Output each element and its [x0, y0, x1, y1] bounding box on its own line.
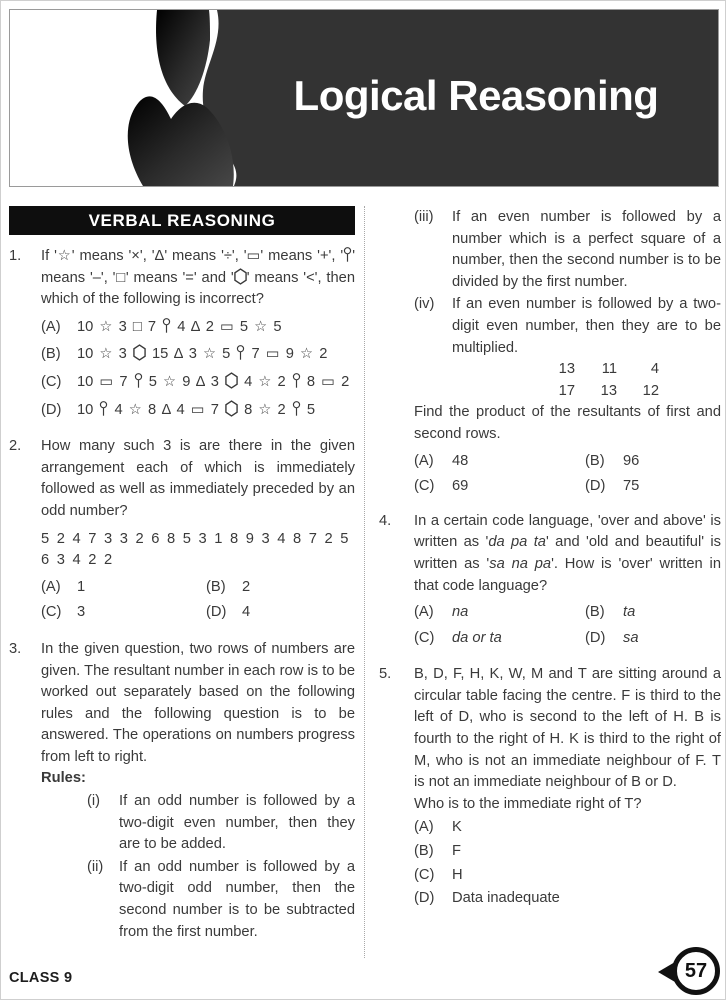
code-word: sa na pa [489, 555, 552, 572]
rule-item [414, 207, 721, 293]
question-number: 5. [379, 666, 392, 683]
option-row [414, 602, 585, 624]
rule-label: (i) [87, 793, 101, 810]
option-value: na [452, 604, 469, 621]
option-label: (C) [414, 629, 435, 646]
number-sequence-line: 5 2 4 7 3 3 2 6 8 5 3 1 8 9 3 4 8 7 2 5 [41, 530, 349, 547]
option-value: 96 [623, 452, 640, 469]
option-row [585, 451, 721, 473]
page-number: 57 [684, 959, 708, 982]
question-text: If '☆' means '×', 'Δ' means '÷', '▭' means '+', ' ' means '–', '□' means '=' and ' ' means '<', then which of the following is incorrect? [41, 248, 356, 308]
code-word: da pa ta [488, 534, 546, 551]
option-row [41, 400, 355, 422]
question-text: How many such 3 is are there in the given arrangement each of which is immediately followed as well as immediately preceded by an odd number? [41, 438, 355, 519]
find-text: Find the product of the resultants of first and second rows. [414, 404, 721, 442]
option-label: (D) [206, 604, 227, 621]
option-label: (A) [414, 819, 434, 836]
option-value: Data inadequate [452, 890, 560, 907]
option-label: (A) [41, 318, 61, 335]
option-row [41, 577, 206, 599]
option-label: (D) [585, 478, 606, 495]
chapter-banner [9, 9, 719, 187]
options-grid [41, 577, 355, 624]
chapter-title: Logical Reasoning [293, 72, 659, 119]
option-row [414, 451, 585, 473]
question-text: B, D, F, H, K, W, M and T are sitting around a circular table facing the centre. F is third to the left of D, who is second to the left of H. B is fourth to the right of H. K is third to the right of M, who is not an immediate neighbour of F. T is not an immediate neighbour of B or D. [414, 666, 721, 791]
option-label: (B) [585, 604, 605, 621]
option-row [414, 628, 585, 650]
option-label: (D) [41, 401, 62, 418]
rule-label: (iv) [414, 296, 435, 313]
question-number: 2. [9, 438, 22, 455]
rule-item [87, 791, 355, 856]
question-4 [379, 511, 721, 650]
option-value: ta [623, 604, 636, 621]
option-label: (C) [41, 373, 62, 390]
option-row [585, 602, 721, 624]
option-value: 2 [242, 578, 251, 595]
rule-text: If an even number is followed by a two-digit even number, then they are to be multiplied. [452, 296, 721, 356]
option-row [414, 841, 721, 863]
option-value: 69 [452, 478, 469, 495]
option-value: 48 [452, 452, 469, 469]
option-label: (A) [41, 578, 61, 595]
option-value: 10 ☆ 3 15 Δ 3 ☆ 5 7 ▭ 9 ☆ 2 [77, 346, 328, 363]
question-2 [9, 436, 355, 624]
option-label: (A) [414, 452, 434, 469]
option-value: sa [623, 629, 639, 646]
number-table-row: 17 13 12 [558, 382, 659, 399]
option-row [414, 865, 721, 887]
option-label: (B) [585, 452, 605, 469]
rule-item [414, 294, 721, 359]
option-value: 10 ▭ 7 5 ☆ 9 Δ 3 4 ☆ 2 8 ▭ 2 [77, 373, 350, 390]
option-value: 3 [77, 604, 86, 621]
option-value: 1 [77, 578, 86, 595]
section-header: VERBAL REASONING [9, 206, 355, 235]
class-label: CLASS 9 [9, 970, 73, 986]
option-row [41, 344, 355, 366]
option-row [414, 817, 721, 839]
option-value: 4 [242, 604, 251, 621]
question-number: 4. [379, 512, 392, 529]
question-text: In the given question, two rows of numbers are given. The resultant number in each row is to be worked out separately based on the following rules and the following question is to be answered. The operations on numbers progress from left to right. [41, 640, 355, 765]
rule-item [87, 857, 355, 943]
option-label: (B) [206, 578, 226, 595]
option-label: (D) [414, 890, 435, 907]
rules-list-continued [414, 207, 721, 498]
option-label: (C) [41, 604, 62, 621]
options-grid [414, 602, 721, 649]
option-row [206, 602, 355, 624]
option-value: 75 [623, 478, 640, 495]
option-value: da or ta [452, 629, 502, 646]
option-value: 10 4 ☆ 8 Δ 4 ▭ 7 8 ☆ 2 5 [77, 401, 316, 418]
left-column [9, 206, 355, 943]
question-text: In a certain code language, 'over and above' is written as 'da pa ta' and 'old and beautiful' is written as 'sa na pa'. How is 'over' written in that code language? [414, 512, 721, 594]
option-label: (C) [414, 478, 435, 495]
question-number: 1. [9, 248, 22, 264]
page-content [9, 206, 721, 943]
rule-text: If an odd number is followed by a two-digit even number, then they are to be added. [119, 793, 355, 853]
option-row [414, 476, 585, 498]
number-sequence-line: 6 3 4 2 2 [41, 552, 113, 569]
rule-text: If an odd number is followed by a two-digit odd number, then the second number is to be subtracted from the first number. [119, 858, 355, 940]
rule-label: (iii) [414, 209, 434, 225]
option-row [585, 628, 721, 650]
right-column [379, 206, 721, 943]
option-label: (D) [585, 629, 606, 646]
rules-list [87, 791, 355, 943]
options-grid [414, 451, 721, 498]
option-row [41, 372, 355, 394]
option-value: K [452, 819, 462, 836]
option-value: H [452, 866, 463, 883]
option-label: (B) [414, 843, 434, 860]
page-number-badge [656, 947, 720, 997]
question-5 [379, 664, 721, 910]
rule-label: (ii) [87, 858, 104, 875]
options-list [414, 817, 721, 909]
option-label: (C) [414, 866, 435, 883]
option-value: F [452, 843, 461, 860]
question-1 [9, 246, 355, 421]
option-value: 10 ☆ 3 □ 7 4 Δ 2 ▭ 5 ☆ 5 [77, 318, 282, 335]
option-label: (B) [41, 346, 61, 363]
rules-heading: Rules: [41, 770, 86, 787]
option-label: (A) [414, 604, 434, 621]
number-table-row: 13 11 4 [558, 361, 659, 378]
question-3 [9, 639, 355, 790]
question-subtext: Who is to the immediate right of T? [414, 795, 642, 812]
option-row [41, 602, 206, 624]
option-row [414, 888, 721, 910]
option-row [585, 476, 721, 498]
rule-text: If an even number is followed by a number which is a perfect square of a number, then the second number is to be divided by the first number. [452, 209, 721, 290]
question-number: 3. [9, 640, 22, 657]
option-row [41, 317, 355, 339]
option-row [206, 577, 355, 599]
